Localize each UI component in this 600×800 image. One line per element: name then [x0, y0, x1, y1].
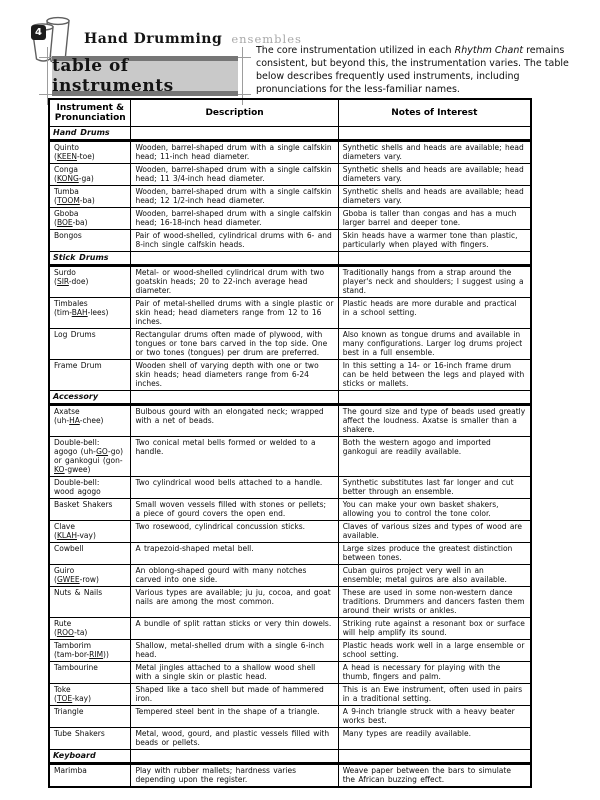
instrument-notes-cell: Cuban guiros project very well in an ensemble; metal guiros are also available.: [338, 565, 531, 587]
section-label: Stick Drums: [49, 252, 131, 266]
table-row: [49, 618, 531, 640]
instrument-name-cell: Basket Shakers: [49, 499, 131, 521]
instrument-name-cell: Tamborim (tam-bor-RIM)): [49, 640, 131, 662]
banner-title: table of instruments: [52, 56, 238, 96]
table-row: [49, 499, 531, 521]
table-row: [49, 186, 531, 208]
instrument-name-cell: Rute (ROO-ta): [49, 618, 131, 640]
table-row: [49, 405, 531, 437]
instrument-description-cell: Shallow, metal-shelled drum with a single 6-inch head.: [131, 640, 338, 662]
instrument-description-cell: Wooden shell of varying depth with one or two skin heads; head diameters range from 6-24 inches.: [131, 360, 338, 391]
instrument-description-cell: An oblong-shaped gourd with many notches carved into one side.: [131, 565, 338, 587]
instrument-notes-cell: Both the western agogo and imported gankogui are readily available.: [338, 437, 531, 477]
instrument-notes-cell: Traditionally hangs from a strap around the player's neck and shoulders; I suggest using a stand.: [338, 266, 531, 298]
instrument-notes-cell: A 9-inch triangle struck with a heavy beater works best.: [338, 706, 531, 728]
instrument-description-cell: Tempered steel bent in the shape of a triangle.: [131, 706, 338, 728]
header-subtitle: ensembles: [231, 32, 302, 46]
instrument-notes-cell: Synthetic shells and heads are available; head diameters vary.: [338, 141, 531, 164]
banner-crop-mark: [242, 47, 243, 105]
intro-paragraph: [256, 44, 574, 96]
instrument-name-cell: Gboba (BOE-ba): [49, 208, 131, 230]
section-spacer: [131, 252, 338, 266]
instrument-name-cell: Marimba: [49, 764, 131, 788]
section-spacer: [338, 127, 531, 141]
instrument-description-cell: Various types are available; ju ju, cocoa, and goat nails are among the most common.: [131, 587, 338, 618]
header-title: Hand Drumming: [84, 31, 223, 47]
instrument-name-cell: Axatse (uh-HA-chee): [49, 405, 131, 437]
table-row: [49, 437, 531, 477]
section-spacer: [338, 252, 531, 266]
page-number-badge: 4: [31, 25, 46, 40]
section-row: [49, 252, 531, 266]
column-header-notes: Notes of Interest: [338, 99, 531, 127]
instrument-notes-cell: Many types are readily available.: [338, 728, 531, 750]
instrument-notes-cell: In this setting a 14- or 16-inch frame drum can be held between the legs and played with sticks or mallets.: [338, 360, 531, 391]
table-row: [49, 706, 531, 728]
table-row: [49, 662, 531, 684]
instrument-notes-cell: Plastic heads work well in a large ensemble or school setting.: [338, 640, 531, 662]
instrument-description-cell: Wooden, barrel-shaped drum with a single calfskin head; 11-inch head diameter.: [131, 141, 338, 164]
instrument-description-cell: Pair of wood-shelled, cylindrical drums with 6- and 8-inch single calfskin heads.: [131, 230, 338, 252]
intro-text: remains consistent, but beyond this, the instrumentation varies. The table below describes frequently used instruments, including pronunciations for the less-familiar names.: [256, 45, 569, 95]
table-row: [49, 684, 531, 706]
section-label: Accessory: [49, 391, 131, 405]
table-row: [49, 521, 531, 543]
instrument-description-cell: Wooden, barrel-shaped drum with a single calfskin head; 11 3/4-inch head diameter.: [131, 164, 338, 186]
instruments-table-container: [48, 98, 532, 788]
instrument-notes-cell: You can make your own basket shakers, allowing you to control the tone color.: [338, 499, 531, 521]
column-header-description: Description: [131, 99, 338, 127]
section-spacer: [131, 750, 338, 764]
section-spacer: [131, 391, 338, 405]
instrument-notes-cell: Weave paper between the bars to simulate the African buzzing effect.: [338, 764, 531, 788]
instrument-notes-cell: This is an Ewe instrument, often used in pairs in a traditional setting.: [338, 684, 531, 706]
instrument-notes-cell: The gourd size and type of beads used greatly affect the loudness. Axatse is smaller than a shakere.: [338, 405, 531, 437]
table-header-row: [49, 99, 531, 127]
instrument-name-cell: Triangle: [49, 706, 131, 728]
instrument-name-cell: Double-bell: wood agogo: [49, 477, 131, 499]
instrument-name-cell: Tube Shakers: [49, 728, 131, 750]
table-row: [49, 208, 531, 230]
instrument-notes-cell: Skin heads have a warmer tone than plastic, particularly when played with fingers.: [338, 230, 531, 252]
section-spacer: [338, 750, 531, 764]
instrument-description-cell: Metal, wood, gourd, and plastic vessels filled with beads or pellets.: [131, 728, 338, 750]
table-row: [49, 360, 531, 391]
table-row: [49, 266, 531, 298]
instrument-description-cell: Two cylindrical wood bells attached to a handle.: [131, 477, 338, 499]
table-row: [49, 329, 531, 360]
instrument-table-body: [49, 127, 531, 788]
table-row: [49, 587, 531, 618]
instrument-name-cell: Tumba (TOOM-ba): [49, 186, 131, 208]
section-row: [49, 750, 531, 764]
banner-crop-mark: [47, 47, 48, 105]
instrument-description-cell: Pair of metal-shelled drums with a single plastic or skin head; head diameters range from 12 to 16 inches.: [131, 298, 338, 329]
instrument-name-cell: Conga (KONG-ga): [49, 164, 131, 186]
instrument-description-cell: Wooden, barrel-shaped drum with a single calfskin head; 16-18-inch head diameter.: [131, 208, 338, 230]
instrument-description-cell: Small woven vessels filled with stones or pellets; a piece of gourd covers the open end.: [131, 499, 338, 521]
instrument-notes-cell: Gboba is taller than congas and has a much larger barrel and deeper tone.: [338, 208, 531, 230]
section-spacer: [338, 391, 531, 405]
instrument-description-cell: Bulbous gourd with an elongated neck; wrapped with a net of beads.: [131, 405, 338, 437]
column-header-instrument: Instrument & Pronunciation: [49, 99, 131, 127]
table-row: [49, 164, 531, 186]
instrument-description-cell: Metal- or wood-shelled cylindrical drum with two goatskin heads; 20 to 22-inch average head diameter.: [131, 266, 338, 298]
instrument-description-cell: A bundle of split rattan sticks or very thin dowels.: [131, 618, 338, 640]
section-spacer: [131, 127, 338, 141]
table-row: [49, 477, 531, 499]
instrument-name-cell: Cowbell: [49, 543, 131, 565]
instrument-name-cell: Log Drums: [49, 329, 131, 360]
section-label: Hand Drums: [49, 127, 131, 141]
instrument-description-cell: Two rosewood, cylindrical concussion sticks.: [131, 521, 338, 543]
banner: [52, 56, 238, 96]
table-row: [49, 543, 531, 565]
instrument-description-cell: A trapezoid-shaped metal bell.: [131, 543, 338, 565]
instrument-description-cell: Wooden, barrel-shaped drum with a single calfskin head; 12 1/2-inch head diameter.: [131, 186, 338, 208]
instrument-name-cell: Surdo (SIR-doe): [49, 266, 131, 298]
instrument-description-cell: Shaped like a taco shell but made of hammered iron.: [131, 684, 338, 706]
instrument-name-cell: Nuts & Nails: [49, 587, 131, 618]
instrument-name-cell: Quinto (KEEN-toe): [49, 141, 131, 164]
instrument-notes-cell: Plastic heads are more durable and practical in a school setting.: [338, 298, 531, 329]
instruments-table: [48, 98, 532, 788]
instrument-description-cell: Rectangular drums often made of plywood, with tongues or tone bars carved in the top side. One or two tones (tongues) per drum are preferred.: [131, 329, 338, 360]
instrument-notes-cell: Synthetic substitutes last far longer and cut better through an ensemble.: [338, 477, 531, 499]
instrument-notes-cell: These are used in some non-western dance traditions. Drummers and dancers fasten them around their wrists or ankles.: [338, 587, 531, 618]
table-row: [49, 298, 531, 329]
section-row: [49, 391, 531, 405]
instrument-name-cell: Frame Drum: [49, 360, 131, 391]
section-row: [49, 127, 531, 141]
table-row: [49, 640, 531, 662]
instrument-name-cell: Timbales (tim-BAH-lees): [49, 298, 131, 329]
table-row: [49, 728, 531, 750]
instrument-description-cell: Play with rubber mallets; hardness varies depending upon the register.: [131, 764, 338, 788]
instrument-description-cell: Metal jingles attached to a shallow wood shell with a single skin or plastic head.: [131, 662, 338, 684]
instrument-name-cell: Bongos: [49, 230, 131, 252]
instrument-name-cell: Toke (TOE-kay): [49, 684, 131, 706]
table-row: [49, 764, 531, 788]
instrument-notes-cell: Synthetic shells and heads are available; head diameters vary.: [338, 164, 531, 186]
instrument-notes-cell: A head is necessary for playing with the thumb, fingers and palm.: [338, 662, 531, 684]
section-label: Keyboard: [49, 750, 131, 764]
instrument-notes-cell: Synthetic shells and heads are available; head diameters vary.: [338, 186, 531, 208]
instrument-notes-cell: Large sizes produce the greatest distinction between tones.: [338, 543, 531, 565]
instrument-name-cell: Tambourine: [49, 662, 131, 684]
intro-text: The core instrumentation utilized in each: [256, 45, 455, 56]
instrument-name-cell: Guiro (GWEE-row): [49, 565, 131, 587]
instrument-name-cell: Clave (KLAH-vay): [49, 521, 131, 543]
intro-italic-title: Rhythm Chant: [454, 45, 524, 56]
instrument-description-cell: Two conical metal bells formed or welded to a handle.: [131, 437, 338, 477]
instrument-notes-cell: Striking rute against a resonant box or surface will help amplify its sound.: [338, 618, 531, 640]
table-row: [49, 565, 531, 587]
instrument-notes-cell: Also known as tongue drums and available in many configurations. Larger log drums project best in a full ensemble.: [338, 329, 531, 360]
table-row: [49, 230, 531, 252]
instrument-name-cell: Double-bell: agogo (uh-GO-go) or gankogui (gon-KO-gwee): [49, 437, 131, 477]
instrument-notes-cell: Claves of various sizes and types of wood are available.: [338, 521, 531, 543]
table-row: [49, 141, 531, 164]
